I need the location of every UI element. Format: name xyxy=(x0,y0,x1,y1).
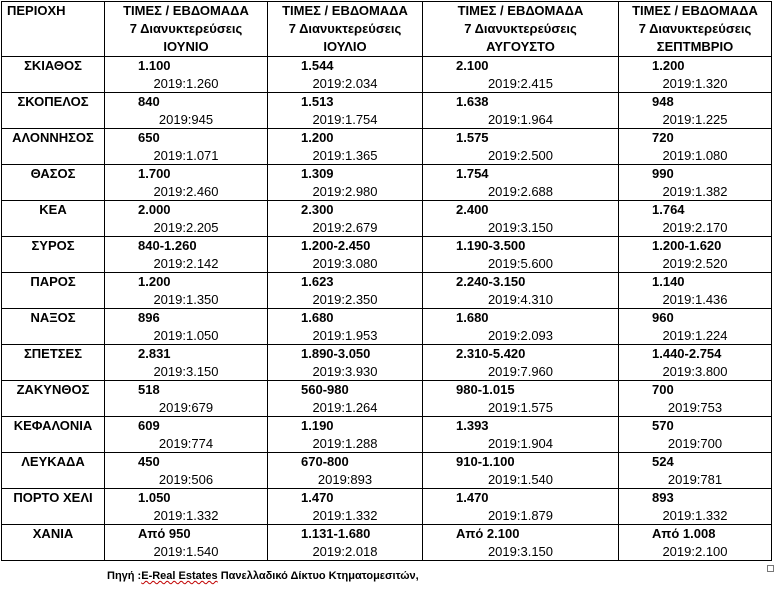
table-row xyxy=(2,57,772,93)
price-2020: 1.638 xyxy=(456,94,489,109)
table-row xyxy=(2,237,772,273)
price-cell xyxy=(423,201,619,237)
price-2019: 2019:1.260 xyxy=(153,76,219,91)
price-2020: 840 xyxy=(138,94,160,109)
price-cell xyxy=(619,201,772,237)
header-month: ΑΥΓΟΥΣΤΟ xyxy=(486,39,555,54)
header-line: ΤΙΜΕΣ / ΕΒΔΟΜΑΔΑ xyxy=(282,3,408,18)
price-2019: 2019:1.879 xyxy=(487,508,554,523)
price-2020: 1.190 xyxy=(301,418,334,433)
price-2020: 1.190-3.500 xyxy=(456,238,526,253)
table-row xyxy=(2,273,772,309)
region-name: ΠΟΡΤΟ ΧΕΛΙ xyxy=(2,489,105,525)
price-2019: 2019:1.575 xyxy=(487,400,554,415)
price-2019: 2019:3.150 xyxy=(153,364,219,379)
price-cell xyxy=(268,417,423,453)
price-2019: 2019:2.415 xyxy=(487,76,554,91)
price-cell xyxy=(423,273,619,309)
price-2019: 2019:2.100 xyxy=(662,544,728,559)
price-2020: Από 2.100 xyxy=(456,526,520,541)
price-cell xyxy=(423,525,619,561)
price-cell xyxy=(268,93,423,129)
price-2020: 948 xyxy=(652,94,674,109)
price-2020: 2.100 xyxy=(456,58,489,73)
price-2019: 2019:1.332 xyxy=(662,508,728,523)
header-line: ΤΙΜΕΣ / ΕΒΔΟΜΑΔΑ xyxy=(457,3,584,18)
price-2020: 2.831 xyxy=(138,346,171,361)
price-2020: 2.240-3.150 xyxy=(456,274,526,289)
price-2020: 450 xyxy=(138,454,160,469)
price-2020: 670-800 xyxy=(301,454,349,469)
price-2019: 2019:2.500 xyxy=(487,148,554,163)
price-cell xyxy=(268,201,423,237)
price-cell xyxy=(105,345,268,381)
price-2020: 1.131-1.680 xyxy=(301,526,371,541)
price-cell xyxy=(268,57,423,93)
price-2020: 1.470 xyxy=(301,490,334,505)
region-name: ΣΚΙΑΘΟΣ xyxy=(2,57,105,93)
table-row xyxy=(2,417,772,453)
price-2019: 2019:7.960 xyxy=(487,364,554,379)
price-2019: 2019:1.264 xyxy=(312,400,378,415)
price-2019: 2019:5.600 xyxy=(487,256,554,271)
month-column-header xyxy=(423,2,619,57)
price-cell xyxy=(268,273,423,309)
source-suffix: Πανελλαδικό Δίκτυο Κτηματομεσιτών, xyxy=(217,570,419,582)
price-2019: 2019:3.150 xyxy=(487,220,554,235)
price-2019: 2019:2.093 xyxy=(487,328,554,343)
price-2020: 524 xyxy=(652,454,674,469)
month-column-header xyxy=(619,2,772,57)
price-2019: 2019:945 xyxy=(158,112,214,127)
price-2020: 700 xyxy=(652,382,674,397)
price-2020: 2.300 xyxy=(301,202,334,217)
price-2019: 2019:1.964 xyxy=(487,112,554,127)
price-cell xyxy=(423,381,619,417)
price-cell xyxy=(268,489,423,525)
price-2020: 1.309 xyxy=(301,166,334,181)
price-2019: 2019:700 xyxy=(667,436,723,451)
price-2019: 2019:2.460 xyxy=(153,184,219,199)
header-month: ΙΟΥΝΙΟ xyxy=(163,39,209,54)
price-2020: 896 xyxy=(138,310,160,325)
price-cell xyxy=(619,417,772,453)
price-2020: 1.200 xyxy=(138,274,171,289)
price-cell xyxy=(105,309,268,345)
price-cell xyxy=(268,381,423,417)
price-2020: 1.100 xyxy=(138,58,171,73)
source-note xyxy=(107,570,419,582)
header-line: 7 Διανυκτερεύσεις xyxy=(638,21,752,36)
price-cell xyxy=(268,309,423,345)
price-cell xyxy=(619,93,772,129)
price-cell xyxy=(619,273,772,309)
table-row xyxy=(2,93,772,129)
price-2020: 980-1.015 xyxy=(456,382,515,397)
price-2020: 650 xyxy=(138,130,160,145)
table-row xyxy=(2,345,772,381)
source-prefix: Πηγή : xyxy=(107,570,142,582)
price-cell xyxy=(105,417,268,453)
header-line: 7 Διανυκτερεύσεις xyxy=(129,21,243,36)
header-line: ΤΙΜΕΣ / ΕΒΔΟΜΑΔΑ xyxy=(123,3,249,18)
price-2020: 1.700 xyxy=(138,166,171,181)
header-line: 7 Διανυκτερεύσεις xyxy=(464,21,577,36)
table-row xyxy=(2,201,772,237)
price-2019: 2019:2.520 xyxy=(662,256,728,271)
region-column-header: ΠΕΡΙΟΧΗ xyxy=(2,2,105,57)
price-2019: 2019:774 xyxy=(158,436,214,451)
price-2019: 2019:1.382 xyxy=(662,184,728,199)
price-cell xyxy=(105,489,268,525)
table-row xyxy=(2,525,772,561)
region-name: ΑΛΟΝΝΗΣΟΣ xyxy=(2,129,105,165)
price-2020: 1.440-2.754 xyxy=(652,346,722,361)
price-2019: 2019:3.930 xyxy=(312,364,378,379)
price-2019: 2019:1.288 xyxy=(312,436,378,451)
header-month: ΣΕΠΤΜΒΡΙΟ xyxy=(656,39,734,54)
price-2020: 720 xyxy=(652,130,674,145)
price-2019: 2019:4.310 xyxy=(487,292,554,307)
price-2020: 1.544 xyxy=(301,58,334,73)
price-cell xyxy=(619,381,772,417)
price-cell xyxy=(105,93,268,129)
table-body xyxy=(2,57,772,561)
price-2019: 2019:1.332 xyxy=(312,508,378,523)
price-2020: 1.050 xyxy=(138,490,171,505)
price-2019: 2019:1.050 xyxy=(153,328,219,343)
price-2019: 2019:2.170 xyxy=(662,220,728,235)
price-2019: 2019:1.224 xyxy=(662,328,728,343)
price-2019: 2019:781 xyxy=(667,472,723,487)
price-2020: 893 xyxy=(652,490,674,505)
price-2020: 1.200-2.450 xyxy=(301,238,371,253)
price-cell xyxy=(423,57,619,93)
price-cell xyxy=(423,93,619,129)
price-2020: 1.680 xyxy=(456,310,489,325)
price-cell xyxy=(619,453,772,489)
price-cell xyxy=(105,237,268,273)
price-2020: 1.200 xyxy=(301,130,334,145)
month-column-header xyxy=(105,2,268,57)
price-2020: 1.513 xyxy=(301,94,334,109)
price-2020: 560-980 xyxy=(301,382,349,397)
price-cell xyxy=(105,381,268,417)
price-2019: 2019:1.754 xyxy=(312,112,378,127)
price-2020: Από 1.008 xyxy=(652,526,716,541)
price-2019: 2019:1.540 xyxy=(153,544,219,559)
price-cell xyxy=(619,129,772,165)
price-2019: 2019:1.540 xyxy=(487,472,554,487)
price-cell xyxy=(619,525,772,561)
region-name: ΖΑΚΥΝΘΟΣ xyxy=(2,381,105,417)
region-name: ΚΕΦΑΛΟΝΙΑ xyxy=(2,417,105,453)
table-row xyxy=(2,381,772,417)
price-cell xyxy=(105,129,268,165)
price-2020: 1.754 xyxy=(456,166,489,181)
price-cell xyxy=(423,417,619,453)
price-2020: 1.200-1.620 xyxy=(652,238,722,253)
price-2020: 609 xyxy=(138,418,160,433)
price-2019: 2019:2.205 xyxy=(153,220,219,235)
price-2019: 2019:3.150 xyxy=(487,544,554,559)
price-cell xyxy=(105,57,268,93)
price-cell xyxy=(619,237,772,273)
price-cell xyxy=(423,489,619,525)
price-2020: 518 xyxy=(138,382,160,397)
price-cell xyxy=(423,237,619,273)
price-2019: 2019:893 xyxy=(317,472,373,487)
price-2019: 2019:2.142 xyxy=(153,256,219,271)
price-2020: 1.623 xyxy=(301,274,334,289)
region-name: ΝΑΞΟΣ xyxy=(2,309,105,345)
price-cell xyxy=(268,525,423,561)
price-2020: 570 xyxy=(652,418,674,433)
region-name: ΧΑΝΙΑ xyxy=(2,525,105,561)
header-row xyxy=(2,2,772,57)
region-name: ΠΑΡΟΣ xyxy=(2,273,105,309)
table-row xyxy=(2,165,772,201)
price-cell xyxy=(105,201,268,237)
month-column-header xyxy=(268,2,423,57)
region-name: ΛΕΥΚΑΔΑ xyxy=(2,453,105,489)
price-2019: 2019:3.080 xyxy=(312,256,378,271)
price-cell xyxy=(423,129,619,165)
region-name: ΣΚΟΠΕΛΟΣ xyxy=(2,93,105,129)
rental-prices-table xyxy=(1,1,772,561)
price-2020: 960 xyxy=(652,310,674,325)
price-2019: 2019:679 xyxy=(158,400,214,415)
price-cell xyxy=(619,489,772,525)
price-2020: 1.470 xyxy=(456,490,489,505)
price-2020: 1.575 xyxy=(456,130,489,145)
price-2019: 2019:753 xyxy=(667,400,723,415)
price-2020: 1.140 xyxy=(652,274,685,289)
price-2020: 1.890-3.050 xyxy=(301,346,371,361)
price-2019: 2019:2.350 xyxy=(312,292,378,307)
header-line: 7 Διανυκτερεύσεις xyxy=(288,21,402,36)
price-2019: 2019:2.688 xyxy=(487,184,554,199)
source-brand: E-Real Estates xyxy=(141,570,218,582)
price-2019: 2019:3.800 xyxy=(662,364,728,379)
price-cell xyxy=(268,237,423,273)
price-cell xyxy=(619,345,772,381)
price-2020: 1.200 xyxy=(652,58,685,73)
table-resize-handle[interactable] xyxy=(767,565,774,572)
price-2020: 910-1.100 xyxy=(456,454,515,469)
price-2019: 2019:2.018 xyxy=(312,544,378,559)
price-cell xyxy=(268,453,423,489)
price-2019: 2019:2.034 xyxy=(312,76,378,91)
price-cell xyxy=(423,165,619,201)
price-cell xyxy=(268,129,423,165)
price-cell xyxy=(619,309,772,345)
price-2019: 2019:1.225 xyxy=(662,112,728,127)
price-cell xyxy=(268,345,423,381)
price-2019: 2019:1.953 xyxy=(312,328,378,343)
price-2019: 2019:1.365 xyxy=(312,148,378,163)
table-row xyxy=(2,309,772,345)
price-2020: 2.400 xyxy=(456,202,489,217)
price-2020: 840-1.260 xyxy=(138,238,197,253)
price-2019: 2019:1.320 xyxy=(662,76,728,91)
price-2019: 2019:1.332 xyxy=(153,508,219,523)
price-cell xyxy=(105,165,268,201)
price-2020: Από 950 xyxy=(138,526,191,541)
price-cell xyxy=(268,165,423,201)
price-2020: 990 xyxy=(652,166,674,181)
price-2020: 1.393 xyxy=(456,418,489,433)
price-cell xyxy=(619,165,772,201)
price-cell xyxy=(423,453,619,489)
price-cell xyxy=(619,57,772,93)
header-line: ΤΙΜΕΣ / ΕΒΔΟΜΑΔΑ xyxy=(632,3,758,18)
price-2020: 1.680 xyxy=(301,310,334,325)
price-cell xyxy=(105,525,268,561)
price-2019: 2019:1.350 xyxy=(153,292,219,307)
region-name: ΚΕΑ xyxy=(2,201,105,237)
price-2019: 2019:2.679 xyxy=(312,220,378,235)
price-2019: 2019:1.080 xyxy=(662,148,728,163)
price-2019: 2019:1.436 xyxy=(662,292,728,307)
price-2019: 2019:2.980 xyxy=(312,184,378,199)
price-2019: 2019:506 xyxy=(158,472,214,487)
price-cell xyxy=(423,309,619,345)
price-cell xyxy=(105,273,268,309)
region-name: ΣΥΡΟΣ xyxy=(2,237,105,273)
price-2019: 2019:1.071 xyxy=(153,148,219,163)
table-row xyxy=(2,489,772,525)
price-cell xyxy=(105,453,268,489)
region-name: ΣΠΕΤΣΕΣ xyxy=(2,345,105,381)
price-2020: 2.000 xyxy=(138,202,171,217)
table-row xyxy=(2,129,772,165)
price-cell xyxy=(423,345,619,381)
price-2020: 1.764 xyxy=(652,202,685,217)
region-name: ΘΑΣΟΣ xyxy=(2,165,105,201)
table-row xyxy=(2,453,772,489)
price-2020: 2.310-5.420 xyxy=(456,346,526,361)
price-2019: 2019:1.904 xyxy=(487,436,554,451)
header-month: ΙΟΥΛΙΟ xyxy=(323,39,367,54)
